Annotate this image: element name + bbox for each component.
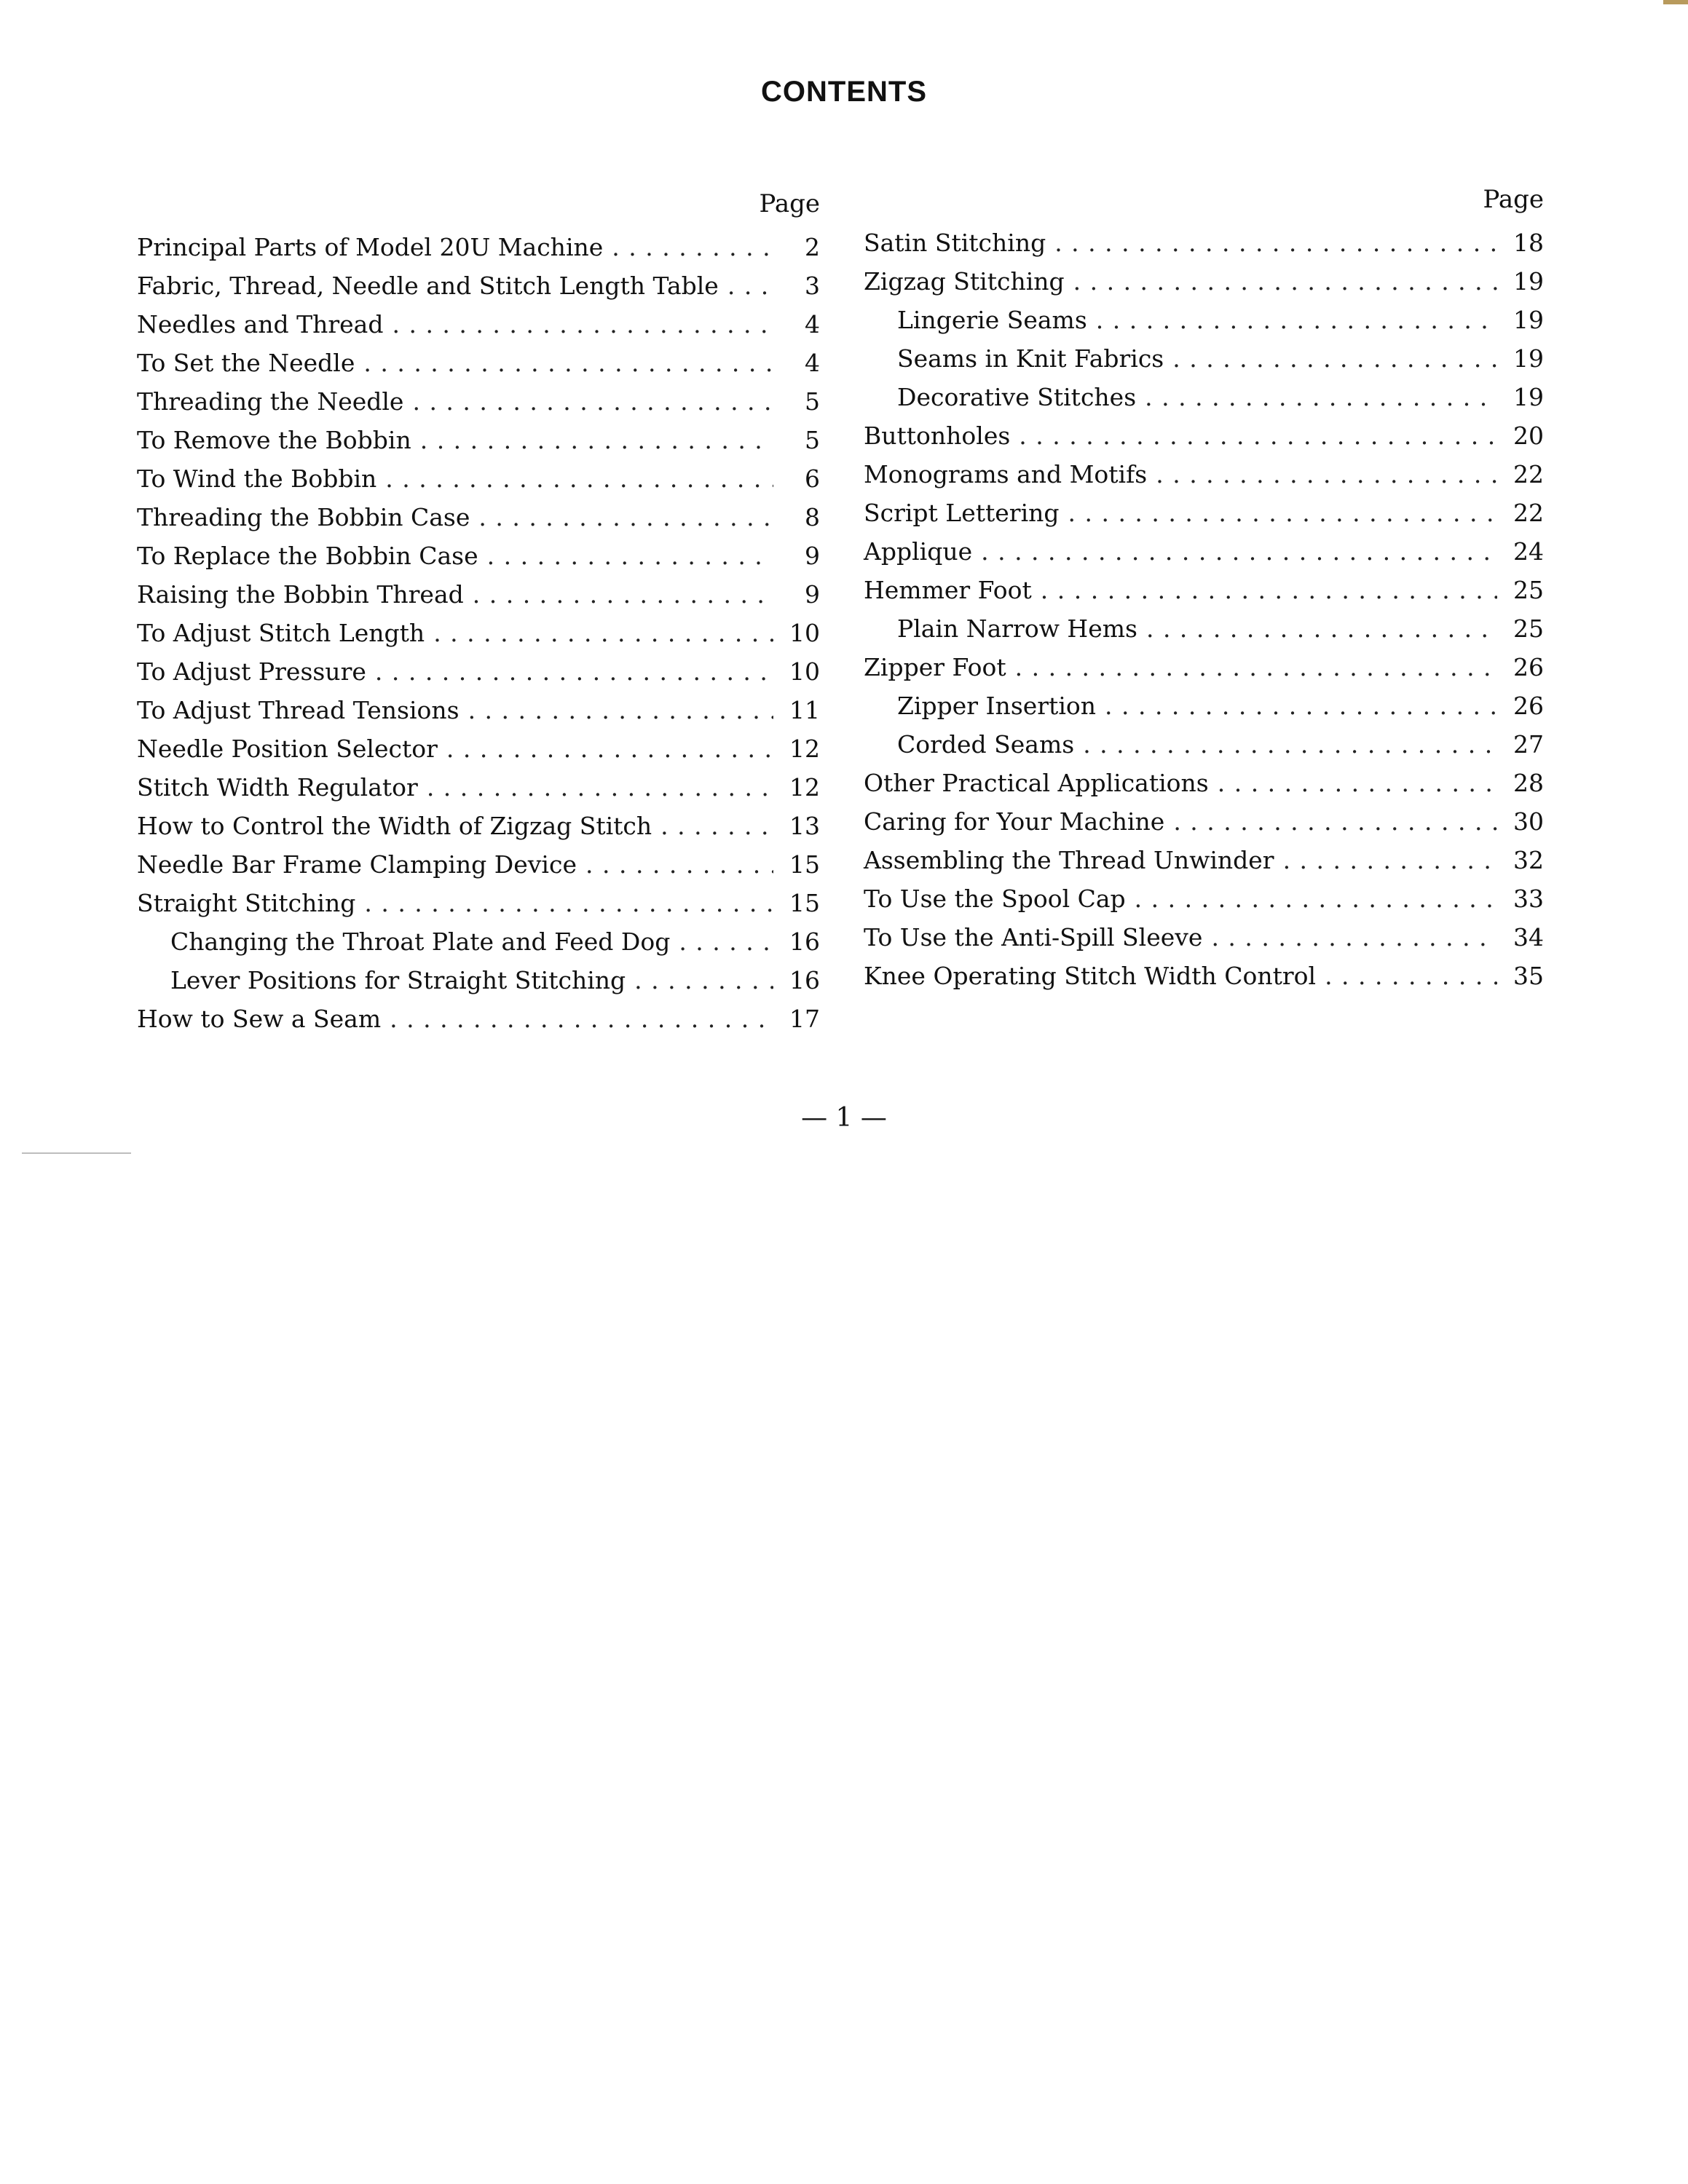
toc-entry bbox=[137, 228, 820, 266]
toc-entry-page: 16 bbox=[789, 927, 820, 956]
toc-entry-page: 13 bbox=[789, 812, 820, 840]
page-column-header: Page bbox=[759, 189, 820, 218]
toc-entry-title: Hemmer Foot bbox=[864, 576, 1032, 604]
dot-leader bbox=[1015, 648, 1497, 687]
toc-entry-page: 22 bbox=[1513, 499, 1544, 527]
toc-entry-page: 25 bbox=[1513, 614, 1544, 643]
toc-entry-title: Caring for Your Machine bbox=[864, 807, 1165, 836]
dot-leader bbox=[1135, 879, 1497, 918]
toc-entry-title: Needle Bar Frame Clamping Device bbox=[137, 850, 577, 879]
toc-entry bbox=[864, 648, 1544, 687]
toc-entry-title: Zipper Insertion bbox=[897, 692, 1096, 720]
toc-entry bbox=[864, 725, 1544, 764]
toc-entry-title: Raising the Bobbin Thread bbox=[137, 580, 464, 609]
dot-leader bbox=[660, 807, 773, 845]
toc-entry bbox=[864, 301, 1544, 339]
dot-leader bbox=[1083, 725, 1497, 764]
toc-entry-page: 19 bbox=[1513, 306, 1544, 334]
toc-entry bbox=[864, 802, 1544, 841]
toc-entry bbox=[137, 305, 820, 344]
toc-entry-page: 17 bbox=[789, 1005, 820, 1033]
toc-entry bbox=[864, 687, 1544, 725]
dot-leader bbox=[634, 961, 773, 1000]
toc-entry-page: 22 bbox=[1513, 460, 1544, 488]
toc-entry-page: 5 bbox=[805, 426, 820, 454]
page-title: CONTENTS bbox=[761, 76, 927, 108]
toc-entry bbox=[137, 575, 820, 614]
toc-entry-title: Zipper Foot bbox=[864, 653, 1006, 681]
toc-entry-page: 4 bbox=[805, 310, 820, 339]
toc-entry-title: Lingerie Seams bbox=[897, 306, 1087, 334]
dot-leader bbox=[1156, 455, 1497, 494]
dot-leader bbox=[1068, 494, 1498, 532]
toc-entry-page: 35 bbox=[1513, 962, 1544, 990]
toc-entry-page: 11 bbox=[789, 696, 820, 724]
toc-entry-title: Threading the Needle bbox=[137, 387, 404, 416]
dot-leader bbox=[1145, 378, 1497, 416]
toc-entry-page: 25 bbox=[1513, 576, 1544, 604]
page-number: — 1 — bbox=[801, 1103, 887, 1133]
toc-entry-title: Needles and Thread bbox=[137, 310, 384, 339]
toc-entry bbox=[137, 922, 820, 961]
toc-entry bbox=[137, 807, 820, 845]
toc-entry-page: 18 bbox=[1513, 229, 1544, 257]
dot-leader bbox=[412, 382, 773, 421]
toc-entry bbox=[864, 223, 1544, 262]
toc-entry-title: To Adjust Pressure bbox=[137, 657, 366, 686]
dot-leader bbox=[390, 1000, 773, 1038]
dot-leader bbox=[375, 652, 773, 691]
dot-leader bbox=[1218, 764, 1497, 802]
toc-entry-title: Seams in Knit Fabrics bbox=[897, 344, 1164, 373]
toc-entry-page: 19 bbox=[1513, 267, 1544, 296]
toc-entry-page: 4 bbox=[805, 349, 820, 377]
toc-entry-page: 19 bbox=[1513, 344, 1544, 373]
dot-leader bbox=[473, 575, 773, 614]
toc-entry-title: To Use the Spool Cap bbox=[864, 885, 1126, 913]
toc-entry-page: 9 bbox=[805, 542, 820, 570]
dot-leader bbox=[727, 266, 773, 305]
toc-right-column bbox=[864, 186, 1544, 995]
toc-entry bbox=[864, 339, 1544, 378]
toc-entry-title: Straight Stitching bbox=[137, 889, 356, 917]
toc-entry-page: 32 bbox=[1513, 846, 1544, 874]
toc-entry-title: Principal Parts of Model 20U Machine bbox=[137, 233, 604, 261]
toc-entry-title: Script Lettering bbox=[864, 499, 1060, 527]
toc-entry-page: 12 bbox=[789, 773, 820, 802]
dot-leader bbox=[427, 768, 773, 807]
toc-entry bbox=[137, 729, 820, 768]
toc-entry bbox=[864, 455, 1544, 494]
toc-entry bbox=[137, 652, 820, 691]
toc-left-entries bbox=[137, 228, 820, 1038]
toc-entry bbox=[137, 768, 820, 807]
toc-left-column bbox=[137, 186, 820, 1038]
toc-entry-title: Knee Operating Stitch Width Control bbox=[864, 962, 1317, 990]
toc-entry-title: Decorative Stitches bbox=[897, 383, 1137, 411]
dot-leader bbox=[392, 305, 773, 344]
toc-entry bbox=[137, 537, 820, 575]
toc-entry-title: Corded Seams bbox=[897, 730, 1075, 759]
toc-entry bbox=[864, 918, 1544, 957]
toc-entry-page: 24 bbox=[1513, 537, 1544, 566]
dot-leader bbox=[385, 459, 773, 498]
toc-entry-page: 9 bbox=[805, 580, 820, 609]
scan-edge-mark bbox=[22, 1152, 131, 1154]
dot-leader bbox=[363, 344, 773, 382]
dot-leader bbox=[446, 729, 773, 768]
dot-leader bbox=[585, 845, 773, 884]
toc-entry bbox=[137, 691, 820, 729]
toc-entry-page: 10 bbox=[789, 657, 820, 686]
toc-entry-page: 2 bbox=[805, 233, 820, 261]
toc-entry-page: 8 bbox=[805, 503, 820, 531]
toc-entry-title: How to Sew a Seam bbox=[137, 1005, 382, 1033]
toc-entry bbox=[137, 344, 820, 382]
dot-leader bbox=[612, 228, 773, 266]
dot-leader bbox=[1105, 687, 1497, 725]
toc-entry bbox=[864, 378, 1544, 416]
toc-entry-title: Applique bbox=[864, 537, 973, 566]
dot-leader bbox=[1073, 262, 1497, 301]
toc-entry bbox=[137, 459, 820, 498]
dot-leader bbox=[420, 421, 773, 459]
dot-leader bbox=[364, 884, 773, 922]
toc-entry bbox=[864, 879, 1544, 918]
toc-entry-title: To Replace the Bobbin Case bbox=[137, 542, 478, 570]
dot-leader bbox=[1096, 301, 1497, 339]
toc-entry-title: Monograms and Motifs bbox=[864, 460, 1148, 488]
toc-entry bbox=[864, 957, 1544, 995]
dot-leader bbox=[478, 498, 773, 537]
toc-entry-title: To Wind the Bobbin bbox=[137, 464, 377, 493]
toc-entry bbox=[864, 494, 1544, 532]
toc-entry-title: To Adjust Thread Tensions bbox=[137, 696, 460, 724]
dot-leader bbox=[1054, 223, 1497, 262]
toc-entry bbox=[864, 764, 1544, 802]
page-column-header: Page bbox=[1483, 185, 1544, 214]
toc-entry-title: To Set the Needle bbox=[137, 349, 355, 377]
toc-entry-page: 15 bbox=[789, 889, 820, 917]
dot-leader bbox=[981, 532, 1497, 571]
toc-entry-page: 28 bbox=[1513, 769, 1544, 797]
dot-leader bbox=[1173, 802, 1497, 841]
toc-entry bbox=[137, 614, 820, 652]
toc-entry-title: Changing the Throat Plate and Feed Dog bbox=[170, 927, 671, 956]
toc-entry-title: Buttonholes bbox=[864, 422, 1011, 450]
toc-entry-page: 16 bbox=[789, 966, 820, 994]
toc-entry bbox=[137, 884, 820, 922]
toc-entry bbox=[137, 382, 820, 421]
toc-entry-title: To Remove the Bobbin bbox=[137, 426, 411, 454]
dot-leader bbox=[1041, 571, 1497, 609]
toc-entry-page: 30 bbox=[1513, 807, 1544, 836]
toc-entry-page: 5 bbox=[805, 387, 820, 416]
toc-entry-title: Assembling the Thread Unwinder bbox=[864, 846, 1274, 874]
toc-entry bbox=[864, 262, 1544, 301]
dot-leader bbox=[1019, 416, 1497, 455]
dot-leader bbox=[1146, 609, 1497, 648]
toc-entry-page: 15 bbox=[789, 850, 820, 879]
toc-entry-title: Plain Narrow Hems bbox=[897, 614, 1137, 643]
toc-entry-page: 19 bbox=[1513, 383, 1544, 411]
toc-entry-title: Lever Positions for Straight Stitching bbox=[170, 966, 626, 994]
toc-entry-title: Threading the Bobbin Case bbox=[137, 503, 470, 531]
toc-entry bbox=[137, 1000, 820, 1038]
toc-entry-page: 10 bbox=[789, 619, 820, 647]
toc-entry-page: 27 bbox=[1513, 730, 1544, 759]
toc-entry bbox=[137, 845, 820, 884]
toc-entry-title: Zigzag Stitching bbox=[864, 267, 1065, 296]
toc-entry bbox=[864, 609, 1544, 648]
toc-entry-page: 3 bbox=[805, 272, 820, 300]
toc-entry bbox=[864, 532, 1544, 571]
toc-entry-page: 26 bbox=[1513, 692, 1544, 720]
toc-entry bbox=[137, 961, 820, 1000]
toc-entry bbox=[137, 421, 820, 459]
dot-leader bbox=[1283, 841, 1497, 879]
dot-leader bbox=[679, 922, 773, 961]
toc-entry-title: How to Control the Width of Zigzag Stitch bbox=[137, 812, 652, 840]
toc-entry bbox=[137, 498, 820, 537]
toc-entry bbox=[864, 571, 1544, 609]
toc-entry bbox=[864, 841, 1544, 879]
dot-leader bbox=[433, 614, 773, 652]
dot-leader bbox=[1172, 339, 1497, 378]
scan-corner-mark bbox=[1663, 0, 1688, 4]
toc-entry-page: 12 bbox=[789, 735, 820, 763]
dot-leader bbox=[468, 691, 773, 729]
toc-entry-page: 6 bbox=[805, 464, 820, 493]
toc-entry-title: To Use the Anti-Spill Sleeve bbox=[864, 923, 1203, 951]
toc-entry bbox=[137, 266, 820, 305]
toc-entry-page: 34 bbox=[1513, 923, 1544, 951]
dot-leader bbox=[487, 537, 773, 575]
toc-entry-title: Stitch Width Regulator bbox=[137, 773, 418, 802]
toc-entry-title: Other Practical Applications bbox=[864, 769, 1209, 797]
dot-leader bbox=[1325, 957, 1497, 995]
toc-entry-page: 20 bbox=[1513, 422, 1544, 450]
toc-right-entries bbox=[864, 223, 1544, 995]
dot-leader bbox=[1211, 918, 1497, 957]
toc-entry-title: Satin Stitching bbox=[864, 229, 1046, 257]
toc-entry-title: Needle Position Selector bbox=[137, 735, 438, 763]
toc-entry-page: 33 bbox=[1513, 885, 1544, 913]
toc-entry-title: To Adjust Stitch Length bbox=[137, 619, 425, 647]
toc-entry-title: Fabric, Thread, Needle and Stitch Length Table bbox=[137, 272, 719, 300]
toc-entry-page: 26 bbox=[1513, 653, 1544, 681]
toc-entry bbox=[864, 416, 1544, 455]
